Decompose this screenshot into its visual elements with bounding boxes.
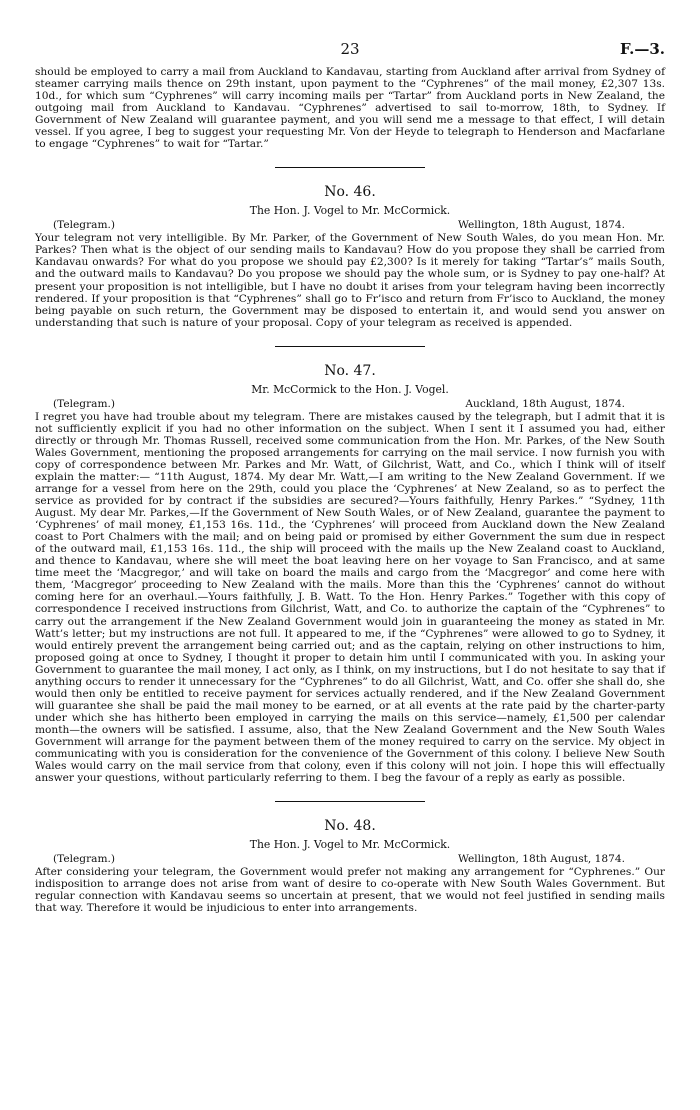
document-page xyxy=(35,40,665,914)
section-divider xyxy=(275,801,425,802)
section-divider xyxy=(275,167,425,168)
dateline: Wellington, 18th August, 1874. xyxy=(457,219,625,232)
page-number: 23 xyxy=(340,40,360,58)
section-body: I regret you have had trouble about my telegram. There are mistakes caused by the telegraph, but I admit that it is not sufficiently explicit if you had no other information on the subject. When I sent it I assumed you had, either directly or through Mr. Thomas Russell, received some communication from the Hon. Mr. Parkes, of the New South Wales Government, mentioning the proposed arrangements for carrying on the mail service. I now furnish you with copy of correspondence between Mr. Parkes and Mr. Watt, of Gilchrist, Watt, and Co., which I think will of itself explain the matter:— “11th August, 1874. My dear Mr. Watt,—I am writing to the New Zealand Government. If we arrange for a vessel from here on the 29th, could you place the ‘Cyphrenes’ at New Zealand, so as to perfect the service as provided for by contract if the subsidies are secured?—Yours faithfully, Henry Parkes.” “Sydney, 11th August. My dear Mr. Parkes,—If the Government of New South Wales, or of New Zealand, guarantee the payment to ‘Cyphrenes’ of mail money, £1,153 16s. 11d., the ‘Cyphrenes’ will proceed from Auckland down the New Zealand coast to Port Chalmers with the mail; and on being paid or promised by either Government the sum due in respect of the outward mail, £1,153 16s. 11d., the ship will proceed with the mails up the New Zealand coast to Auckland, and thence to Kandavau, where she will meet the boat leaving here on her voyage to San Francisco, and at same time meet the ‘Macgregor,’ and will take on board the mails and cargo from the ‘Macgregor’ and come here with them, ‘Macgregor’ proceeding to New Zealand with the mails. More than this the ‘Cyphrenes’ cannot do without coming here for an overhaul.—Yours faithfully, J. B. Watt. To the Hon. Henry Parkes.” Together with this copy of correspondence I received instructions from Gilchrist, Watt, and Co. to authorize the captain of the “Cyphrenes” to carry out the arrangement if the New Zealand Government would join in guaranteeing the money as stated in Mr. Watt’s letter; but my instructions are not full. It appeared to me, if the “Cyphrenes” were allowed to go to Sydney, it would entirely prevent the arrangement being carried out; and as the captain, relying on other instructions to him, proposed going at once to Sydney, I thought it proper to detain him until I communicated with you. In asking your Government to guarantee the mail money, I act only, as I think, on my instructions, but I do not hesitate to say that if anything occurs to render it unnecessary for the “Cyphrenes” to do all Gilchrist, Watt, and Co. offer she shall do, she would then only be entitled to receive payment for services actually rendered, and if the New Zealand Government will guarantee she shall be paid the mail money to be earned, or at all events at the rate paid by the charter-party under which she has hitherto been employed in carrying the mails on this service—namely, £1,500 per calendar month—the owners will be satisfied. I assume, also, that the New Zealand Government and the New South Wales Government will arrange for the payment between them of the money required to carry on the service. My object in communicating with you is consideration for the convenience of the Government of this colony. I believe New South Wales would carry on the mail service from that colony, even if this colony will not join. I hope this will effectually answer your questions, without particularly referring to them. I beg the favour of a reply as early as possible. xyxy=(35,410,665,785)
telegram-meta xyxy=(35,853,665,866)
telegram-label: (Telegram.) xyxy=(53,219,116,232)
section-number: No. 47. xyxy=(324,362,376,379)
telegram-meta xyxy=(35,219,665,232)
section-no-47 xyxy=(35,363,665,784)
telegram-label: (Telegram.) xyxy=(53,853,116,866)
page-reference: F.—3. xyxy=(619,40,665,58)
opening-paragraph: should be employed to carry a mail from Auckland to Kandavau, starting from Auckland after arrival from Sydney of steamer carrying mails thence on 29th instant, upon payment to the “Cyphrenes” of the mail money, £2,307 13s. 10d., for which sum “Cyphrenes” will carry incoming mails per “Tartar” from Auckland ports in New Zealand, the outgoing mail from Auckland to Kandavau. “Cyphrenes” advertised to sail to-morrow, 18th, to Sydney. If Government of New Zealand will guarantee payment, and you will send me a message to that effect, I will detain vessel. If you agree, I beg to suggest your requesting Mr. Von der Heyde to telegraph to Henderson and Macfarlane to engage “Cyphrenes” to wait for “Tartar.” xyxy=(35,66,665,151)
section-divider xyxy=(275,346,425,347)
section-no-48 xyxy=(35,818,665,914)
section-no-46 xyxy=(35,184,665,328)
section-body: After considering your telegram, the Government would prefer not making any arrangement for “Cyphrenes.” Our indisposition to arrange does not arise from want of desire to co-operate with New South Wales Government. But regular connection with Kandavau seems so uncertain at present, that we would not feel justified in sending mails that way. Therefore it would be injudicious to enter into arrangements. xyxy=(35,866,665,915)
page-header xyxy=(35,40,665,66)
telegram-label: (Telegram.) xyxy=(53,397,116,410)
telegram-meta xyxy=(35,398,665,411)
dateline: Wellington, 18th August, 1874. xyxy=(457,853,625,866)
section-number: No. 46. xyxy=(324,184,376,201)
section-parties: The Hon. J. Vogel to Mr. McCormick. xyxy=(249,838,451,852)
section-parties: The Hon. J. Vogel to Mr. McCormick. xyxy=(249,204,451,218)
dateline: Auckland, 18th August, 1874. xyxy=(465,397,625,410)
section-body: Your telegram not very intelligible. By Mr. Parker, of the Government of New South Wales, do you mean Hon. Mr. Parkes? Then what is the object of our sending mails to Kandavau? How do you propose they shall be carried from Kandavau onwards? For what do you propose we should pay £2,300? Is it merely for taking “Tartar’s” mails South, and the outward mails to Kandavau? Do you propose we should pay the whole sum, or is Sydney to pay one-half? At present your proposition is not intelligible, but I have no doubt it arises from your telegram having been incorrectly rendered. If your proposition is that “Cyphrenes” shall go to Fr’isco and return from Fr’isco to Auckland, the money being payable on such return, the Government may be disposed to entertain it, and would send you answer on understanding that such is nature of your proposal. Copy of your telegram as received is appended. xyxy=(35,232,665,329)
section-parties: Mr. McCormick to the Hon. J. Vogel. xyxy=(251,382,449,396)
section-number: No. 48. xyxy=(324,818,376,835)
